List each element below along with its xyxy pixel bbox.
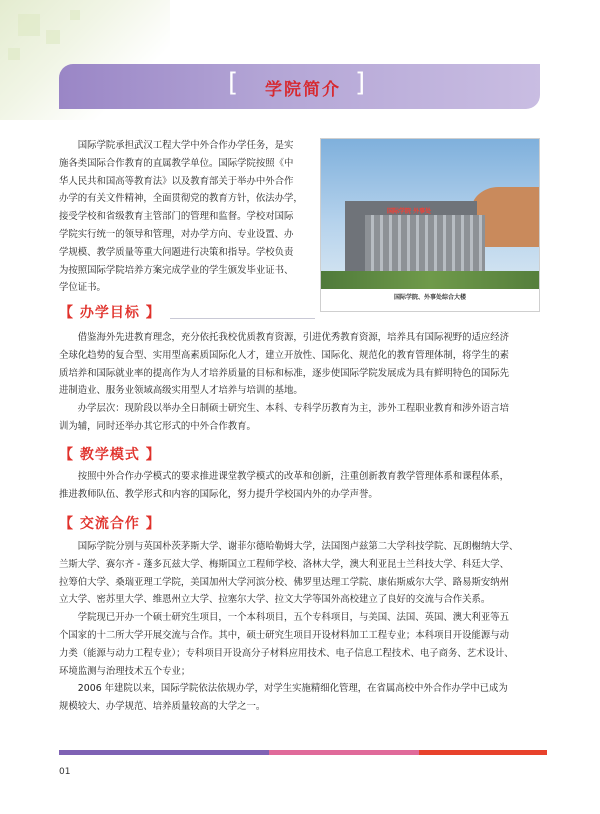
photo-trees — [321, 271, 539, 289]
teaching-line: 按照中外合作办学模式的要求推进课堂教学模式的改革和创新，注重创新教育教学管理体系和课程体系， — [77, 471, 510, 482]
exchange-line: 环境监测与治理技术五个专业； — [59, 665, 191, 677]
footer-bar-red — [419, 750, 547, 755]
exchange-line: 规模较大、办学规范、培养质量较高的大学之一。 — [59, 701, 266, 713]
intro-line: 施各类国际合作教育的直属教学单位。国际学院按照《中 — [59, 157, 294, 169]
goals-line: 办学层次：现阶段以举办全日制硕士研究生、本科、专科学历教育为主，涉外工程职业教育和涉外语言培 — [77, 403, 510, 415]
footer-bar-pink — [269, 750, 419, 755]
intro-line: 为按照国际学院培养方案完成学业的学生颁发毕业证书、 — [59, 264, 294, 276]
exchange-line: 2006 年建院以来，国际学院依法依规办学，对学生实施精细化管理，在省属高校中外合作办学中已成为 — [77, 683, 508, 695]
exchange-line: 立大学、密苏里大学、维恩州立大学、拉塞尔大学、拉文大学等国外高校建立了良好的交流与合作关系。 — [59, 594, 491, 606]
intro-paragraph — [59, 137, 317, 297]
intro-line: 学规模、教学质量等重大问题进行决策和指导。学校负责 — [59, 246, 294, 258]
photo-building-front — [365, 215, 485, 275]
exchange-paragraph — [59, 538, 547, 716]
exchange-line: 个国家的十二所大学开展交流与合作。其中，硕士研究生项目开设材料加工工程专业；本科项目开设能源与动 — [59, 629, 510, 641]
goals-line: 质培养和国际就业率的提高作为人才培养质量的目标和标准，逐步使国际学院发展成为具有鲜明特色的国际先 — [59, 367, 510, 379]
exchange-line: 拉筹伯大学、桑瑞亚理工学院，美国加州大学河滨分校、佛罗里达理工学院、康佑斯威尔大学、路易斯安纳州 — [59, 576, 510, 588]
intro-line: 学院实行统一的领导和管理，对办学方向、专业设置、办 — [59, 228, 294, 240]
exchange-line: 兰斯大学、赛尔齐 - 蓬多瓦兹大学、梅斯国立工程师学校、洛林大学，澳大利亚昆士兰科技大学、科廷大学、 — [59, 558, 509, 570]
photo-building-sign: 国际学院 外事处 — [387, 208, 432, 215]
photo-caption: 国际学院、外事处综合大楼 — [393, 294, 466, 301]
intro-line: 接受学校和省级教育主管部门的管理和监督。学校对国际 — [59, 211, 294, 223]
goals-line: 全球化趋势的复合型、实用型高素质国际化人才，建立开放性、国际化、规范化的教育管理体制，将学生的素 — [59, 349, 510, 361]
goals-line: 进制造业、服务业领域高级实用型人才培养与培训的基地。 — [59, 385, 303, 397]
section-heading-exchange: 【 交流合作 】 — [59, 516, 161, 532]
footer-bar-purple — [59, 750, 269, 755]
exchange-line: 国际学院分别与英国朴茨茅斯大学、谢菲尔德哈勒姆大学，法国图卢兹第二大学科技学院、瓦朗榭纳大学、 — [77, 541, 519, 552]
section-heading-goals: 【 办学目标 】 — [59, 305, 161, 321]
building-photo — [320, 138, 540, 312]
intro-line: 华人民共和国高等教育法》以及教育部关于举办中外合作 — [59, 175, 294, 187]
page-number: 01 — [59, 767, 71, 777]
intro-line: 国际学院承担武汉工程大学中外合作办学任务，是实 — [77, 140, 294, 151]
intro-line: 学位证书。 — [59, 282, 106, 294]
goals-paragraph — [59, 329, 547, 436]
teaching-paragraph — [59, 468, 547, 504]
title-bracket-right: ] — [355, 68, 366, 98]
page-title: 学院简介 — [265, 80, 341, 100]
intro-line: 办学的有关文件精神，全面贯彻党的教育方针，依法办学， — [59, 193, 303, 205]
title-bracket-left: [ — [228, 68, 239, 98]
goals-line: 训为辅，同时还举办其它形式的中外合作教育。 — [59, 420, 256, 432]
section-divider — [170, 318, 315, 319]
teaching-line: 推进教师队伍、教学形式和内容的国际化，努力提升学校国内外的办学声誉。 — [59, 488, 378, 500]
section-heading-teaching: 【 教学模式 】 — [59, 447, 161, 463]
exchange-line: 学院现已开办一个硕士研究生项目，一个本科项目，五个专科项目，与美国、法国、英国、澳大利亚等五 — [77, 612, 510, 624]
goals-line: 借鉴海外先进教育理念，充分依托我校优质教育资源，引进优秀教育资源，培养具有国际视野的适应经济 — [77, 332, 510, 343]
exchange-line: 力类（能源与动力工程专业）；专科项目开设高分子材料应用技术、电子信息工程技术、电子商务、艺术设计、 — [59, 647, 514, 659]
